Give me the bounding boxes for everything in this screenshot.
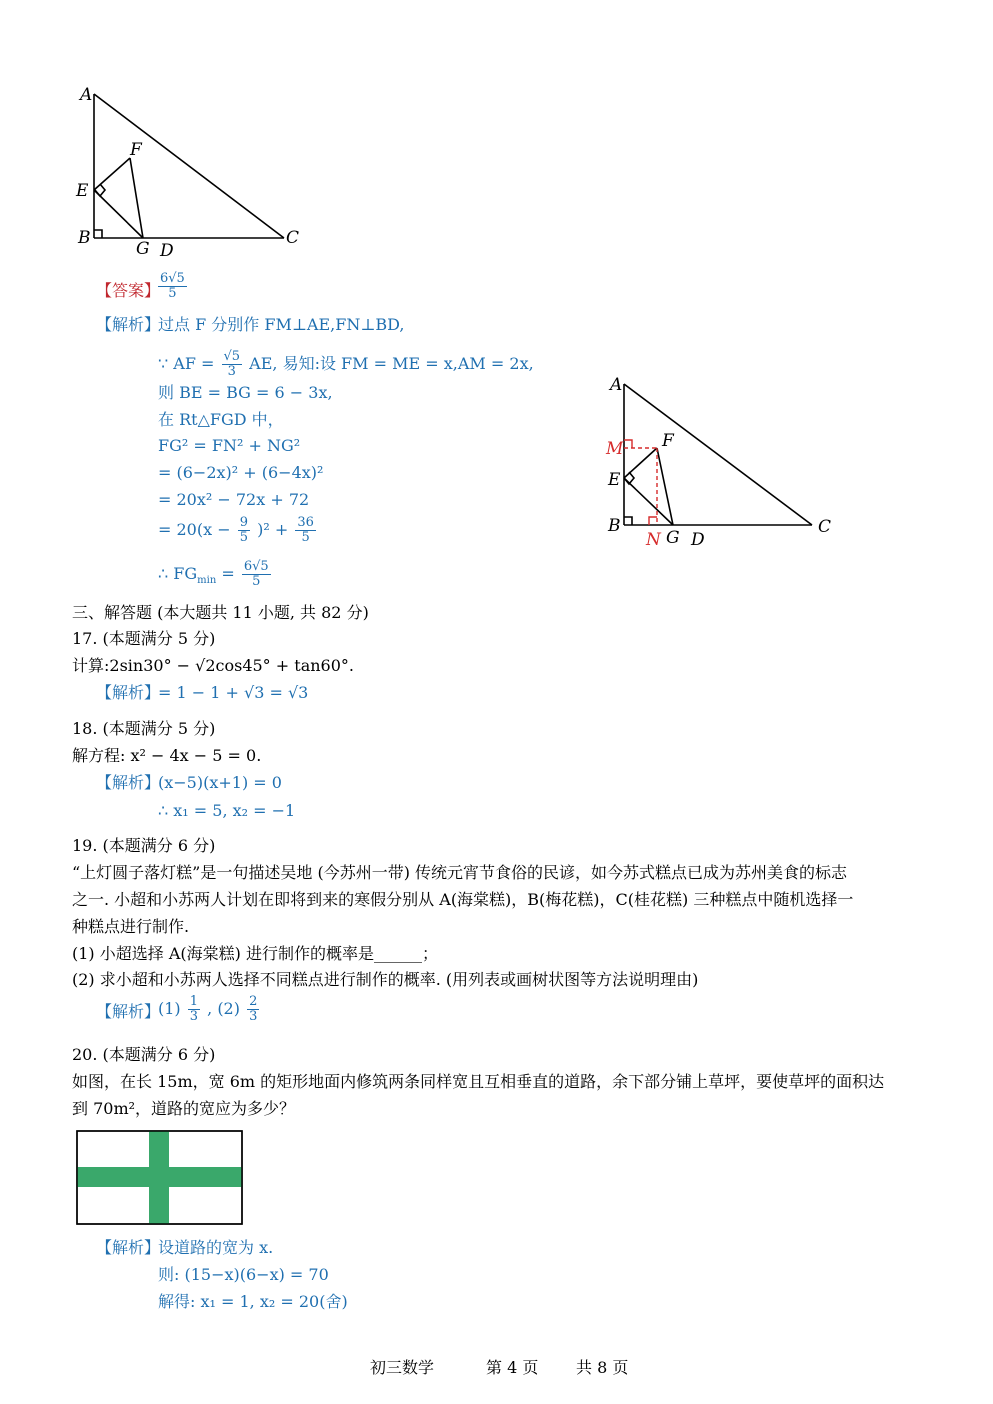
q17-question: 计算:2sin30° − √2cos45° + tan60°.	[72, 656, 354, 675]
frac-b-num: 36	[297, 515, 314, 530]
q16-line-9	[158, 560, 273, 591]
fig2-label-c: C	[818, 517, 832, 537]
frac-a-den: 5	[239, 530, 248, 545]
section-title: 三、解答题 (本大题共 11 小题, 共 82 分)	[72, 603, 369, 622]
q19-a1-num: 1	[189, 994, 199, 1009]
fig2-label-e: E	[608, 470, 621, 490]
q19-para-2: 之一. 小超和小苏两人计划在即将到来的寒假分别从 A(海棠糕)，B(梅花糕)，C(桂花糕) 三种糕点中随机选择一	[72, 890, 854, 909]
q16-line-1: 过点 F 分别作 FM⊥AE,FN⊥BD,	[158, 315, 405, 334]
q16-line-2-prefix: ∵ AF =	[158, 354, 215, 373]
q16-line-8	[158, 516, 318, 545]
answer-denominator: 5	[168, 286, 177, 301]
q19-para-1: “上灯圆子落灯糕”是一句描述吴地 (今苏州一带) 传统元宵节食俗的民谚，如今苏式糕点已成为苏州美食的标志	[72, 863, 848, 882]
q19-a1-prefix: (1)	[158, 999, 181, 1018]
field-diagram	[76, 1130, 244, 1226]
footer-page: 第 4 页	[486, 1358, 539, 1377]
q19-a2-prefix: , (2)	[207, 999, 240, 1018]
footer-subject: 初三数学	[370, 1358, 435, 1377]
fig1-label-e: E	[76, 181, 89, 201]
q16-min-sub: min	[197, 575, 217, 587]
q18-analysis-tag: 【解析】	[96, 773, 161, 792]
horizontal-road	[77, 1167, 242, 1187]
q20-head: 20. (本题满分 6 分)	[72, 1045, 216, 1064]
fig2-label-a: A	[610, 375, 623, 395]
q19-head: 19. (本题满分 6 分)	[72, 836, 216, 855]
q16-line-9-a: ∴ FG	[158, 564, 198, 583]
q19-analysis	[158, 995, 261, 1024]
answer-numerator: 6√5	[160, 271, 185, 286]
analysis-tag: 【解析】	[96, 315, 161, 334]
q18-line-1: (x−5)(x+1) = 0	[158, 773, 282, 792]
q16-line-8-b: )² +	[257, 520, 289, 539]
q16-line-9-b: =	[216, 564, 235, 583]
q20-line-1: 设道路的宽为 x.	[158, 1238, 274, 1257]
q16-line-6: = (6−2x)² + (6−4x)²	[158, 463, 324, 482]
q17-head: 17. (本题满分 5 分)	[72, 629, 216, 648]
fig1-label-c: C	[286, 228, 300, 248]
q16-line-2	[158, 350, 534, 379]
q18-question: 解方程: x² − 4x − 5 = 0.	[72, 746, 262, 765]
fig1-label-a: A	[80, 85, 93, 105]
q19-analysis-tag: 【解析】	[96, 1002, 161, 1021]
q19-sub-2: (2) 求小超和小苏两人选择不同糕点进行制作的概率. (用列表或画树状图等方法说明理由)	[72, 970, 699, 989]
af-frac-num: √5	[223, 349, 241, 364]
q16-line-7: = 20x² − 72x + 72	[158, 490, 310, 509]
fig2-label-m: M	[606, 439, 624, 459]
q18-line-2: ∴ x₁ = 5, x₂ = −1	[158, 801, 296, 820]
q16-line-3: 则 BE = BG = 6 − 3x,	[158, 383, 333, 402]
af-frac-den: 3	[227, 364, 236, 379]
fig1-label-d: D	[160, 241, 174, 260]
fig2-label-n: N	[646, 530, 661, 550]
fig2-label-f: F	[662, 431, 674, 451]
q16-line-8-a: = 20(x −	[158, 520, 231, 539]
triangle-figure-1	[70, 80, 320, 260]
triangle-figure-2	[600, 370, 850, 555]
fig1-label-b: B	[78, 228, 91, 248]
q19-a2-num: 2	[249, 994, 258, 1009]
q17-analysis-tag: 【解析】	[96, 683, 161, 702]
q16-line-2-suffix: AE, 易知:设 FM = ME = x,AM = 2x,	[249, 354, 534, 373]
fig2-label-d: D	[691, 530, 705, 550]
fig2-label-g: G	[666, 528, 680, 548]
q19-sub-1: (1) 小超选择 A(海棠糕) 进行制作的概率是______；	[72, 944, 438, 963]
fig2-label-b: B	[608, 516, 621, 536]
q19-para-3: 种糕点进行制作.	[72, 917, 190, 936]
fig1-label-g: G	[136, 239, 150, 259]
answer-tag: 【答案】	[96, 281, 161, 300]
frac-min-num: 6√5	[243, 559, 269, 574]
footer-total: 共 8 页	[576, 1358, 629, 1377]
q18-head: 18. (本题满分 5 分)	[72, 719, 216, 738]
q19-a1-den: 3	[189, 1009, 199, 1024]
frac-a-num: 9	[239, 515, 248, 530]
q20-para-1: 如图，在长 15m，宽 6m 的矩形地面内修筑两条同样宽且互相垂直的道路，余下部分铺上草坪，要使草坪的面积达	[72, 1072, 885, 1091]
q20-line-3: 解得: x₁ = 1, x₂ = 20(舍)	[158, 1292, 348, 1311]
answer-fraction	[156, 272, 189, 301]
frac-min-den: 5	[252, 574, 261, 589]
q19-a2-den: 3	[249, 1009, 258, 1024]
q16-line-4: 在 Rt△FGD 中，	[158, 410, 284, 429]
fig1-label-f: F	[130, 140, 142, 160]
q20-para-2: 到 70m²，道路的宽应为多少？	[72, 1099, 296, 1118]
q20-line-2: 则: (15−x)(6−x) = 70	[158, 1265, 329, 1284]
q16-line-5: FG² = FN² + NG²	[158, 436, 301, 455]
frac-b-den: 5	[301, 530, 310, 545]
q20-analysis-tag: 【解析】	[96, 1238, 161, 1257]
q17-analysis: = 1 − 1 + √3 = √3	[158, 683, 309, 702]
